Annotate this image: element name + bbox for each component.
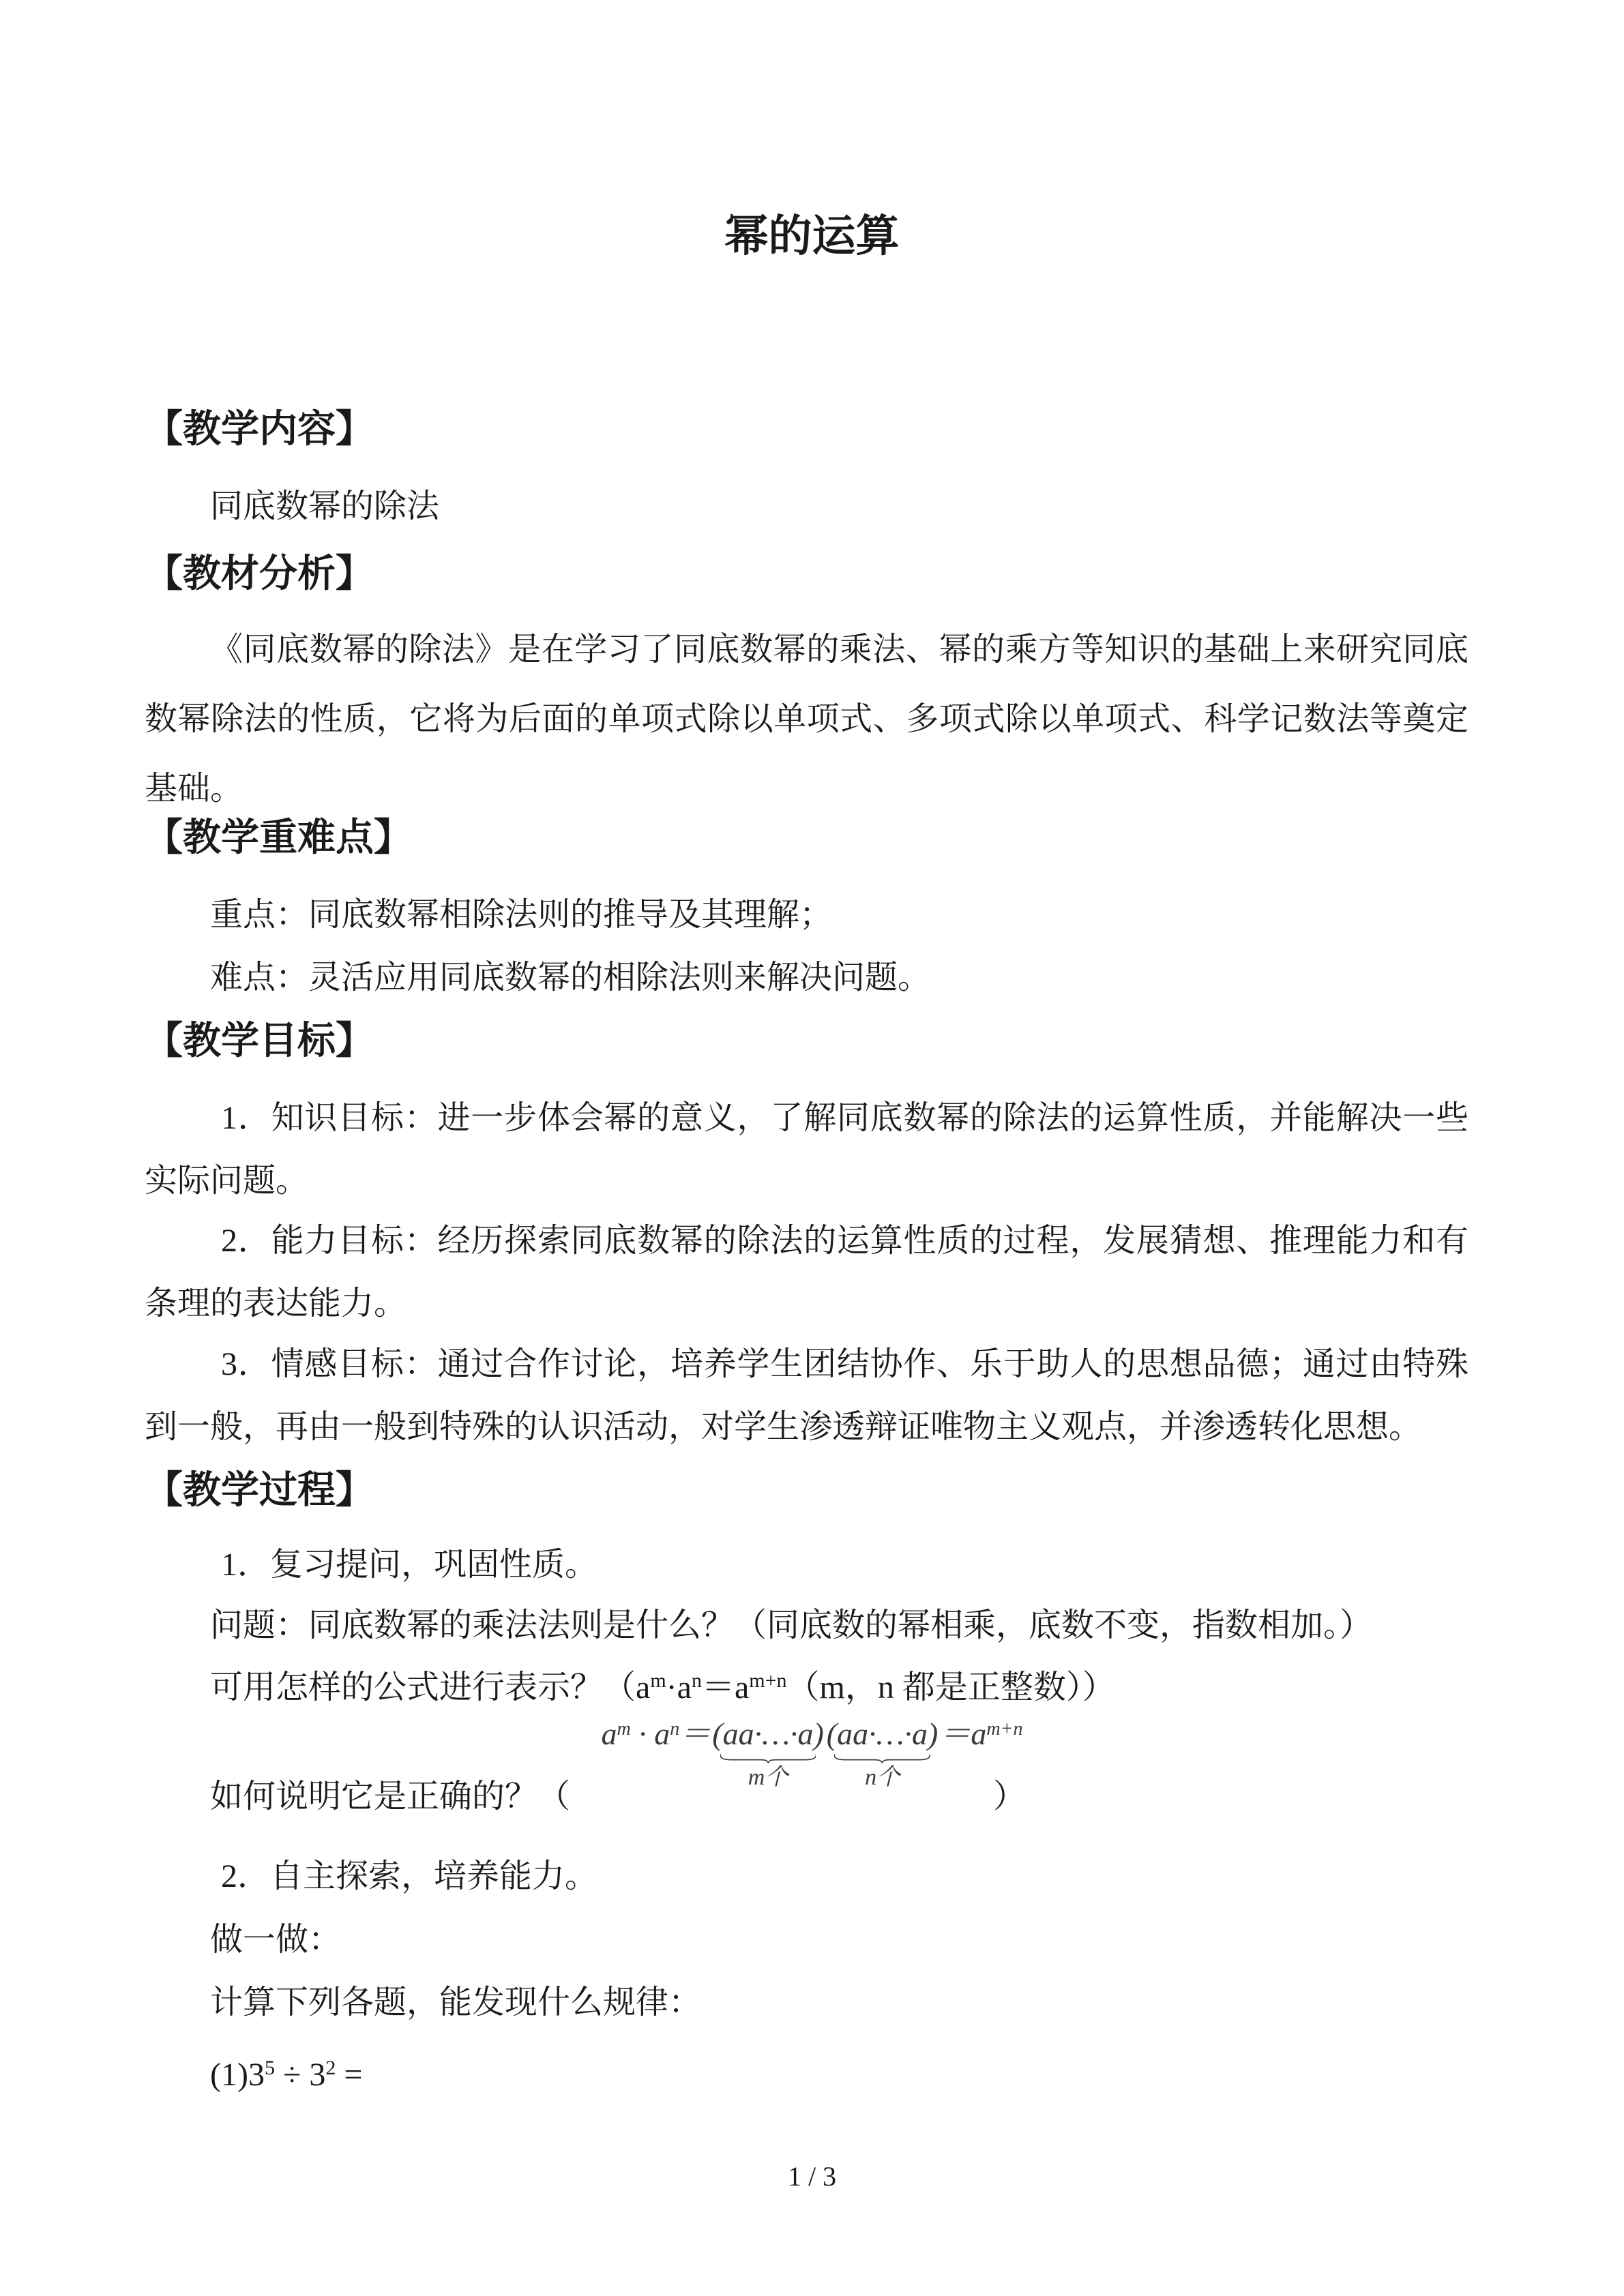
proof-question-text: 如何说明它是正确的？（ bbox=[210, 1778, 571, 1815]
exercise-base1: (1)3 bbox=[210, 2057, 265, 2093]
exercise-divide: ÷ 3 bbox=[274, 2057, 326, 2093]
page-title: 幂的运算 bbox=[724, 212, 900, 260]
paragraph-question: 问题：同底数幂的乘法法则是什么？（同底数的幂相乘，底数不变，指数相加。） bbox=[210, 1607, 1373, 1643]
formula-question-mid1: ·a bbox=[666, 1669, 692, 1705]
paragraph-do-it: 做一做： bbox=[210, 1922, 342, 1958]
formula-product-n: (aa·…·a) bbox=[826, 1716, 939, 1751]
paragraph-formula-question bbox=[145, 1667, 1468, 1708]
superscript-m-plus-n: m+n bbox=[749, 1669, 787, 1692]
formula-equals-1: ＝ bbox=[679, 1716, 711, 1751]
paragraph-calculate-prompt: 计算下列各题，能发现什么规律： bbox=[210, 1984, 702, 2021]
answer-blank bbox=[570, 1800, 993, 1807]
paragraph-proof-question bbox=[145, 1776, 1468, 1817]
paragraph-exercise-1 bbox=[145, 2055, 1468, 2096]
formula-lhs-sup-n: n bbox=[670, 1718, 680, 1740]
paragraph-teaching-content: 同底数幂的除法 bbox=[210, 488, 440, 524]
section-heading-key-difficulties: 【教学重难点】 bbox=[145, 817, 412, 859]
section-heading-teaching-process: 【教学过程】 bbox=[145, 1470, 374, 1512]
superscript-n: n bbox=[691, 1669, 702, 1692]
formula-product-m: (aa·…·a) bbox=[712, 1716, 824, 1751]
superscript-m: m bbox=[650, 1669, 666, 1692]
superscript-5: 5 bbox=[264, 2057, 275, 2079]
formula-lhs-sup-m: m bbox=[617, 1718, 631, 1740]
formula-question-suffix: （m，n 都是正整数）） bbox=[786, 1669, 1115, 1705]
paragraph-goal-knowledge: 1．知识目标：进一步体会幂的意义，了解同底数幂的除法的运算性质，并能解决一些实际问题。 bbox=[145, 1100, 1468, 1199]
page-number: 1 / 3 bbox=[787, 2161, 837, 2192]
paragraph-key-point: 重点：同底数幂相除法则的推导及其理解； bbox=[210, 897, 833, 933]
proof-question-close-paren: ） bbox=[993, 1778, 1027, 1815]
paragraph-goal-emotion: 3．情感目标：通过合作讨论，培养学生团结协作、乐于助人的思想品德；通过由特殊到一般，再由一般到特殊的认识活动，对学生渗透辩证唯物主义观点，并渗透转化思想。 bbox=[145, 1346, 1468, 1445]
section-heading-material-analysis: 【教材分析】 bbox=[145, 553, 374, 595]
underbrace bbox=[834, 1753, 930, 1763]
exercise-equals: = bbox=[336, 2057, 363, 2093]
underbrace bbox=[720, 1753, 816, 1763]
formula-lhs bbox=[602, 1715, 711, 1753]
underbrace-label-m: m个 bbox=[748, 1765, 788, 1790]
paragraph-process-step1: 1．复习提问，巩固性质。 bbox=[221, 1547, 598, 1583]
underbrace-label-n: n个 bbox=[865, 1765, 900, 1790]
formula-question-prefix: 可用怎样的公式进行表示？（a bbox=[210, 1669, 651, 1705]
superscript-2: 2 bbox=[325, 2057, 336, 2079]
section-heading-teaching-content: 【教学内容】 bbox=[145, 408, 374, 451]
formula-question-mid2: ＝a bbox=[701, 1669, 750, 1705]
section-heading-teaching-goals: 【教学目标】 bbox=[145, 1020, 374, 1062]
paragraph-goal-ability: 2．能力目标：经历探索同底数幂的除法的运算性质的过程，发展猜想、推理能力和有条理的表达能力。 bbox=[145, 1223, 1468, 1322]
formula-equals-2: ＝a bbox=[939, 1716, 987, 1751]
formula-lhs-base1: a bbox=[601, 1716, 617, 1751]
paragraph-difficult-point: 难点：灵活应用同底数幂的相除法则来解决问题。 bbox=[210, 959, 931, 996]
formula-rhs-sup: m+n bbox=[986, 1718, 1023, 1740]
paragraph-material-analysis: 《同底数幂的除法》是在学习了同底数幂的乘法、幂的乘方等知识的基础上来研究同底数幂除法的性质，它将为后面的单项式除以单项式、多项式除以单项式、科学记数法等奠定基础。 bbox=[145, 631, 1468, 807]
formula-lhs-mid: · a bbox=[630, 1716, 670, 1751]
formula-rhs bbox=[939, 1715, 1022, 1753]
paragraph-process-step2: 2．自主探索，培养能力。 bbox=[221, 1858, 598, 1894]
